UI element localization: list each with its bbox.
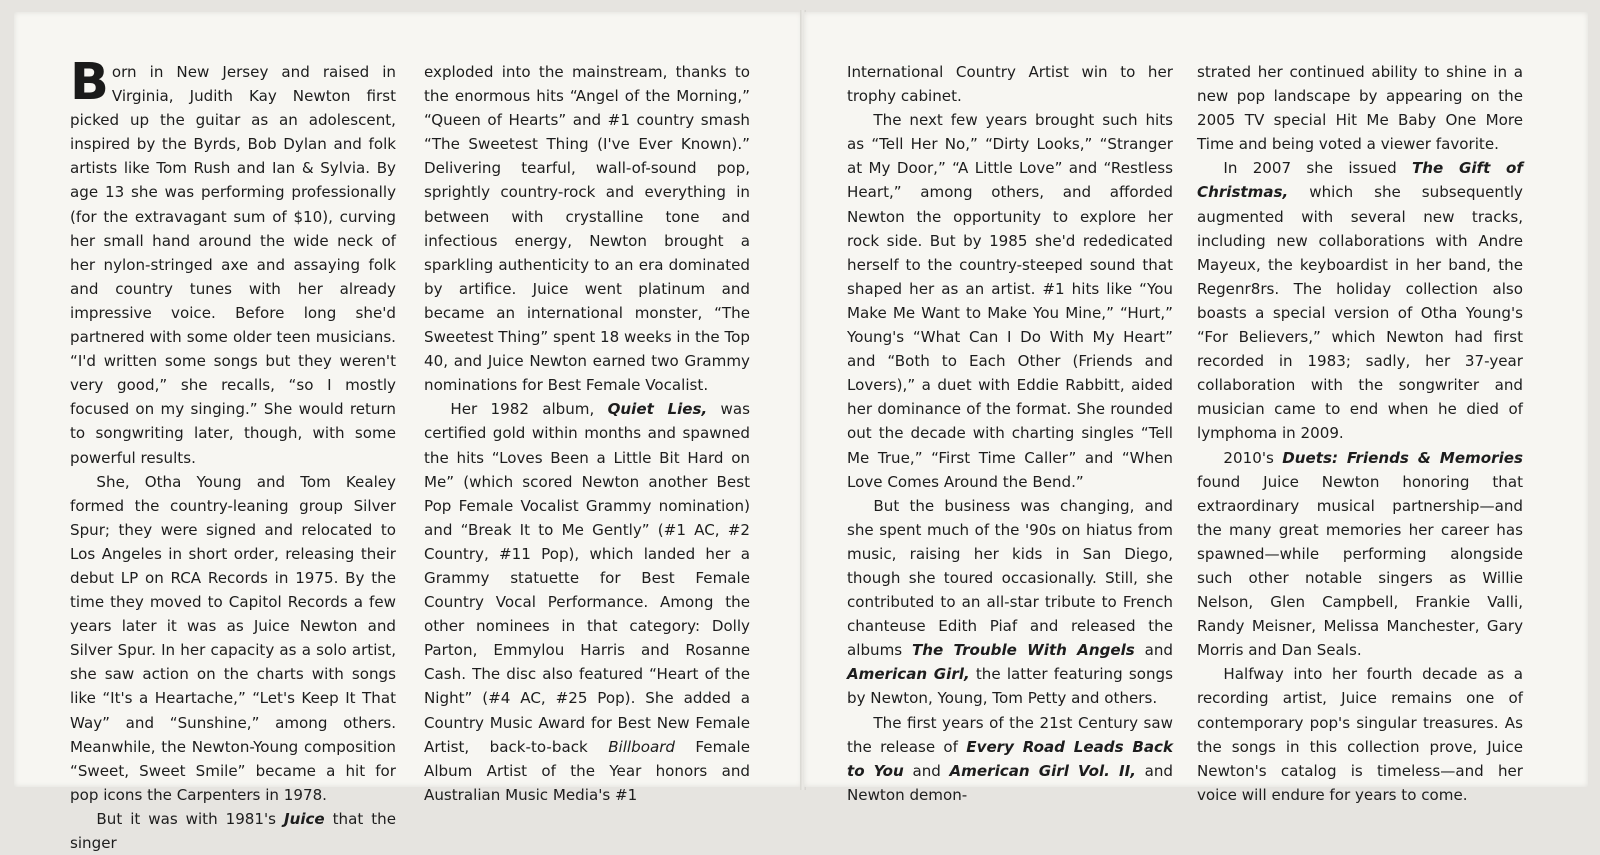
text-run: which she subsequently augmented with several new tracks, including new collaborations with Andre Mayeux, the keyboardist in her band, the Regenr8rs. The holiday collection also boasts a special version of Otha Young's “For Believers,” which Newton had first recorded in 1983; sadly, her 37-year collaboration with the songwriter and musician came to end when he died of lymphoma in 2009. bbox=[1197, 183, 1523, 443]
text-run: was certified gold within months and spawned the hits “Loves Been a Little Bit Hard on Me” (which scored Newton another Best Pop Female Vocalist Grammy nomination) and “Break It to Me Gently” (#1 AC, #2 Country, #11 Pop), which landed her a Grammy statuette for Best Female Country Vocal Performance. Among the other nominees in that category: Dolly Parton, Emmylou Harris and Rosanne Cash. The disc also featured “Heart of the Night” (#4 AC, #25 Pop). She added a Country Music Award for Best New Female Artist, back-to-back bbox=[424, 400, 750, 756]
text-run: But the business was changing, and she spent much of the '90s on hiatus from music, raising her kids in San Diego, though she toured occasionally. Still, she contributed to an all-star tribute to French chanteuse Edith Piaf and released the albums bbox=[847, 496, 1173, 660]
publication-name: Billboard bbox=[608, 737, 675, 756]
paragraph-trophy: International Country Artist win to her trophy cabinet. bbox=[847, 63, 1173, 106]
column-2 bbox=[424, 60, 750, 807]
album-title: Duets: Friends & Memories bbox=[1282, 448, 1523, 467]
album-title: Quiet Lies, bbox=[607, 400, 708, 419]
text-run: In 2007 she issued bbox=[1223, 159, 1412, 178]
album-title: Juice bbox=[283, 809, 325, 828]
paragraph-mainstream: exploded into the mainstream, thanks to the enormous hits “Angel of the Morning,” “Queen of Hearts” and #1 country smash “The Sweetest Thing (I've Ever Known).” Delivering tearful, wall-of-sound pop, sprightly country-rock and everything in between with crystalline tone and infectious energy, Newton brought a sparkling authenticity to an era dominated by artifice. Juice went platinum and became an international monster, “The Sweetest Thing” spent 18 weeks in the Top 40, and Juice Newton earned two Grammy nominations for Best Female Vocalist. bbox=[424, 63, 750, 395]
paragraph-juice-intro bbox=[70, 807, 396, 855]
column-3 bbox=[847, 60, 1173, 807]
paragraph-quiet-lies bbox=[424, 397, 750, 807]
album-title: The Gift of Christmas, bbox=[1197, 159, 1523, 202]
paragraph-hits: The next few years brought such hits as “Tell Her No,” “Dirty Looks,” “Stranger at My Door,” “A Little Love” and “Restless Heart,” among others, and afforded Newton the opportunity to explore her rock side. But by 1985 she'd rededicated herself to the country-steeped sound that shaped her as an artist. #1 hits like “You Make Me Want to Make You Mine,” “Hurt,” Young's “What Can I Do With My Heart” and “Both to Each Other (Friends and Lovers),” a duet with Eddie Rabbitt, aided her dominance of the format. She rounded out the decade with charting singles “Tell Me True,” “First Time Caller” and “When Love Comes Around the Bend.” bbox=[847, 111, 1173, 491]
album-title: American Girl Vol. II, bbox=[949, 761, 1136, 780]
paragraph-silver-spur: She, Otha Young and Tom Kealey formed the country-leaning group Silver Spur; they were signed and relocated to Los Angeles in short order, releasing their debut LP on RCA Records in 1975. By the time they moved to Capitol Records a few years later it was as Juice Newton and Silver Spur. In her capacity as a solo artist, she saw action on the charts with songs like “It's a Heartache,” “Let's Keep It That Way” and “Sunshine,” among others. Meanwhile, the Newton-Young composition “Sweet, Sweet Smile” became a hit for pop icons the Carpenters in 1978. bbox=[70, 472, 396, 804]
text-run: 2010's bbox=[1223, 448, 1283, 467]
left-page bbox=[14, 12, 802, 852]
paragraph-intro bbox=[70, 53, 396, 470]
text-run: Female Album Artist of the Year honors and Australian Music Media's #1 bbox=[424, 737, 751, 804]
paragraph-tv-special: strated her continued ability to shine in a new pop landscape by appearing on the 2005 TV special Hit Me Baby One More Time and being voted a viewer favorite. bbox=[1197, 63, 1523, 154]
paragraph-closing: Halfway into her fourth decade as a recording artist, Juice remains one of contemporary pop's singular treasures. As the songs in this collection prove, Juice Newton's catalog is timeless—and her voice will endure for years to come. bbox=[1197, 665, 1523, 804]
text-run: the latter featuring songs by Newton, Young, Tom Petty and others. bbox=[847, 665, 1173, 708]
right-page bbox=[804, 12, 1588, 804]
text-run: found Juice Newton honoring that extraordinary musical partnership—and the many great memories her career has spawned—while performing alongside such other notable singers as Willie Nelson, Glen Campbell, Frankie Valli, Randy Meisner, Melissa Manchester, Gary Morris and Dan Seals. bbox=[1197, 472, 1523, 660]
text-run: that the singer bbox=[70, 809, 396, 852]
paragraph-text: orn in New Jersey and raised in Virginia, Judith Kay Newton first picked up the guitar as an adolescent, inspired by the Byrds, Bob Dylan and folk artists like Tom Rush and Ian & Sylvia. By age 13 she was performing professionally (for the extravagant sum of $10), curving her small hand around the wide neck of her nylon-stringed axe and assaying folk and country tunes with her already impressive voice. Before long she'd partnered with some older teen musicians. “I'd written some songs but they weren't very good,” she recalls, “so I mostly focused on my singing.” She would return to songwriting later, though, with some powerful results. bbox=[70, 63, 396, 467]
text-run: But it was with 1981's bbox=[96, 809, 284, 828]
text-run: and bbox=[1134, 641, 1173, 660]
paragraph-duets bbox=[1197, 446, 1523, 663]
text-run: The first years of the 21st Century saw the release of bbox=[847, 713, 1173, 756]
album-title: Every Road Leads Back to You bbox=[847, 737, 1173, 780]
album-title: American Girl, bbox=[847, 665, 970, 684]
album-title: The Trouble With Angels bbox=[911, 641, 1135, 660]
text-run: Her 1982 album, bbox=[450, 400, 608, 419]
paragraph-21st-century bbox=[847, 711, 1173, 807]
column-4 bbox=[1197, 60, 1523, 807]
drop-cap: B bbox=[70, 53, 109, 112]
paragraph-christmas bbox=[1197, 156, 1523, 445]
text-run: and Newton demon- bbox=[847, 761, 1173, 804]
paragraph-nineties bbox=[847, 494, 1173, 711]
text-run: and bbox=[903, 761, 950, 780]
column-1 bbox=[70, 53, 396, 855]
